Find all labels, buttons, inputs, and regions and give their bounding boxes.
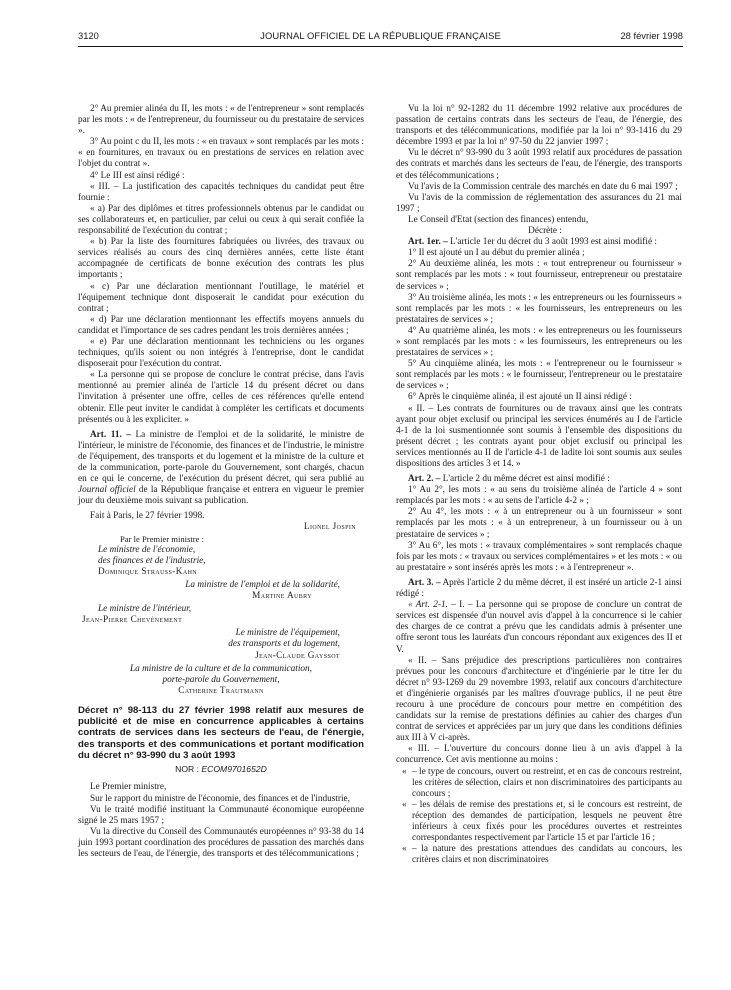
paragraph: « II. – Sans préjudice des prescriptions particulières non contraires prévues pour les concours d'architecture et d'ingénierie par le titre Ier du décret n° 93-1269 du 29 novembre 1993, relatif aux concours d'architecture et d'ingénierie organisés par les maîtres d'ouvrage publics, il ne peut être recouru à une procédure de concours pour mettre en compétition des candidats sur la remise de prestations définies au cahier des charges d'un contrat de services et appréciées par un jury que dans les conditions définies aux III à V ci-après. — [396, 655, 682, 744]
signature-title: porte-parole du Gouvernement, — [162, 674, 280, 685]
signature-name: Martine Aubry — [252, 591, 312, 602]
list-item: « – les délais de remise des prestations et, si le concours est restreint, de réception des demandes de participation, lesquels ne peuvent être inférieurs à ceux fixés pour les procédures ouvertes et restreintes correspondantes respectivement par l'article 15 et par l'article 16 ; — [402, 799, 683, 844]
article-text: L'article 2 du même décret est ainsi modifié : — [440, 474, 610, 485]
signer-pm: Lionel Jospin — [303, 522, 356, 533]
paragraph: 3° Au troisième alinéa, les mots : « les entrepreneurs ou les fournisseurs » sont remplacés par les mots : « les fournisseurs, les entrepreneurs ou les prestataires de services » ; — [396, 292, 682, 325]
nor-reference — [78, 764, 364, 775]
par-premier-ministre: Par le Premier ministre : — [120, 533, 205, 544]
article-label: Art. 11. – — [90, 429, 131, 440]
list-item-text: la nature des prestations attendues des candidats au concours, les critères clairs et non discriminatoires — [412, 844, 683, 866]
article-text-end: de la République française et entrera en vigueur le premier jour du deuxième mois suivant sa publication. — [78, 485, 365, 507]
article-text: Après l'article 2 du même décret, il est inséré un article 2-1 ainsi rédigé : — [396, 577, 683, 600]
signature-economie — [78, 545, 364, 578]
signature-title: Le ministre de l'intérieur, — [98, 604, 192, 615]
article-text: La ministre de l'emploi et de la solidarité, le ministre de l'intérieur, le ministre de l'économie, des finances et de l'industrie, le ministre de l'équipement, des transports et du logement et la ministre de la culture et de la communication, porte-parole du Gouvernement, sont chargés, chacun en ce qui le concerne, de l'exécution du présent décret, qui sera publié au — [78, 429, 365, 485]
paragraph: Sur le rapport du ministre de l'économie, des finances et de l'industrie, — [90, 793, 350, 804]
paragraph: « e) Par une déclaration mentionnant les techniciens ou les organes techniques, qu'ils soient ou non intégrés à l'entreprise, dont le candidat disposerait pour l'exécution du contrat. — [78, 336, 364, 370]
done-at: Fait à Paris, le 27 février 1998. — [90, 511, 205, 522]
paragraph: 3° Au point c du II, les mots : « en travaux » sont remplacés par les mots : « en fournitures, en travaux ou en prestations de services en relation avec l'objet du contrat ». — [78, 137, 364, 170]
article-1 — [396, 237, 682, 248]
paragraph: « III. – La justification des capacités techniques du candidat peut être fournie : — [78, 181, 364, 203]
signature-emploi — [78, 580, 364, 602]
journal-title: JOURNAL OFFICIEL DE LA RÉPUBLIQUE FRANÇAISE — [260, 30, 501, 41]
article-text: L'article 1er du décret du 3 août 1993 est ainsi modifié : — [447, 237, 657, 248]
paragraph: Vu le traité modifié instituant la Communauté économique européenne signé le 25 mars 1957 ; — [78, 804, 364, 826]
signature-title: La ministre de l'emploi et de la solidarité, — [185, 579, 340, 590]
paragraph: 3° Au 6°, les mots : « travaux complémentaires » sont remplacés chaque fois par les mots : « travaux ou services complémentaires » et les mots : « ou au prestataire » sont insérés après les mots : « à l'entrepreneur ». — [396, 540, 682, 573]
paragraph: Vu la loi n° 92-1282 du 11 décembre 1992 relative aux procédures de passation de certains contrats dans les secteurs de l'eau, de l'énergie, des transports et des télécommunications, modifiée par la loi n° 93-1416 du 29 décembre 1993 et par la loi n° 97-50 du 22 janvier 1997 ; — [396, 104, 682, 148]
article-label: Art. 1er. – — [408, 237, 448, 248]
signature-title: des finances et de l'industrie, — [98, 555, 206, 566]
article-3 — [396, 578, 682, 600]
paragraph: Vu le décret n° 93-990 du 3 août 1993 relatif aux procédures de passation des contrats et marchés dans les secteurs de l'eau, de l'énergie, des transports et des télécommunications ; — [396, 148, 682, 181]
journal-name: Journal officiel — [78, 485, 136, 496]
paragraph: « a) Par des diplômes et titres professionnels obtenus par le candidat ou ses collaborateurs et, en particulier, par celui ou ceux à qui serait confiée la responsabilité de l'exécution du contrat ; — [78, 203, 364, 237]
list-item: « – le type de concours, ouvert ou restreint, et en cas de concours restreint, les critères de sélection, clairs et non discriminatoires des participants au concours ; — [402, 766, 682, 799]
paragraph: 4° Le III est ainsi rédigé : — [90, 170, 185, 181]
paragraph: Vu l'avis de la Commission centrale des marchés en date du 6 mai 1997 ; — [408, 181, 678, 192]
signature-title: Le ministre de l'économie, — [98, 544, 196, 555]
signature-name: Jean-Claude Gayssot — [255, 650, 340, 661]
paragraph: Vu l'avis de la commission de réglementation des assurances du 21 mai 1997 ; — [396, 192, 682, 214]
article-2-1 — [396, 600, 682, 655]
header-rule — [78, 46, 683, 47]
paragraph: « b) Par la liste des fournitures fabriquées ou livrées, des travaux ou services réalisés au cours des cinq dernières années, cette liste étant accompagnée de certificats de bonne exécution des contrats les plus importants ; — [78, 237, 364, 281]
paragraph: 1° Au 2°, les mots : « au sens du troisième alinéa de l'article 4 » sont remplacés par les mots : « au sens de l'article 4-2 » ; — [396, 485, 682, 507]
signature-name: Catherine Trautmann — [178, 685, 264, 696]
paragraph: 4° Au quatrième alinéa, les mots : « les entrepreneurs ou les fournisseurs » sont remplacés par les mots : « les fournisseurs, les entrepreneurs ou les prestataires de services » ; — [396, 325, 682, 359]
article-2 — [396, 474, 682, 485]
article-label: Art. 2. – — [408, 474, 441, 485]
signature-name: Jean-Pierre Chevènement — [82, 615, 183, 626]
paragraph: 2° Au 4°, les mots : « à un entrepreneur ou à un fournisseur » sont remplacés par les mots : « à un entrepreneur, à un fournisseur ou à un prestataire de services » ; — [396, 507, 682, 540]
paragraph: Vu la directive du Conseil des Communautés européennes n° 93-38 du 14 juin 1993 portant coordination des procédures de passation des marchés dans les secteurs de l'eau, de l'énergie, des transports et des télécommunications ; — [78, 826, 364, 860]
decrete: Décrète : — [528, 226, 562, 237]
paragraph: Le Premier ministre, — [90, 782, 167, 793]
signature-name: Dominique Strauss-Kahn — [98, 566, 198, 577]
paragraph: 5° Au cinquième alinéa, les mots : « l'entrepreneur ou le fournisseur » sont remplacés par les mots : « le fournisseur, l'entrepreneur ou le prestataire de services » ; — [396, 359, 682, 392]
left-column — [78, 104, 364, 860]
nor-code: ECOM9701652D — [201, 764, 267, 775]
list-item-text: le type de concours, ouvert ou restreint, et en cas de concours restreint, les critères de sélection, clairs et non discriminatoires des participants au concours ; — [412, 766, 682, 799]
paragraph: 2° Au premier alinéa du II, les mots : « de l'entrepreneur » sont remplacés par les mots : « de l'entrepreneur, du fournisseur ou du prestataire de services ». — [78, 104, 364, 137]
paragraph: 6° Après le cinquième alinéa, il est ajouté un II ainsi rédigé : — [408, 392, 632, 403]
paragraph: « II. – Les contrats de fournitures ou de travaux ainsi que les contrats ayant pour objet exclusif ou principal les services énumérés au I de l'article 4-1 de la loi susmentionnée sont soumis à l'ensemble des dispositions du présent décret ; les contrats ayant pour objet exclusif ou principal les services mentionnés au II de l'article 4-1 de ladite loi sont soumis aux seules dispositions des articles 3 et 14. » — [396, 403, 682, 469]
paragraph: « La personne qui se propose de conclure le contrat précise, dans l'avis mentionné au premier alinéa de l'article 14 du présent décret ou dans l'invitation à présenter une offre, celles de ces références qu'elle entend obtenir. Elle peut inviter le candidat à compléter les certificats et documents présentés ou à les expliciter. » — [78, 370, 364, 425]
paragraph: 1° Il est ajouté un I au début du premier alinéa ; — [408, 248, 585, 259]
article-label: « Art. 2-1. — [408, 600, 448, 611]
paragraph: Le Conseil d'Etat (section des finances) entendu, — [408, 214, 589, 225]
article-label: Art. 3. – — [408, 577, 441, 588]
criteria-list — [396, 767, 682, 867]
nor-label: NOR : — [175, 764, 202, 775]
page-number: 3120 — [78, 30, 99, 41]
issue-date: 28 février 1998 — [620, 30, 683, 41]
signature-title: des transports et du logement, — [228, 639, 340, 650]
paragraph: « d) Par une déclaration mentionnant les effectifs moyens annuels du candidat et l'importance de ses cadres pendant les trois dernières années ; — [78, 314, 364, 336]
list-item-text: les délais de remise des prestations et, si le concours est restreint, de réception des demandes de participation, lesquels ne peuvent être inférieurs à ceux fixés pour les procédures ouvertes et restreintes correspondantes respectivement par l'article 15 et par l'article 16 ; — [412, 799, 683, 844]
signature-interieur — [78, 604, 364, 626]
right-column — [396, 104, 682, 866]
paragraph: 2° Au deuxième alinéa, les mots : « tout entrepreneur ou fournisseur » sont remplacés par les mots : « tout fournisseur, entrepreneur ou prestataire de services » ; — [396, 259, 682, 292]
signature-culture — [78, 664, 364, 697]
page-header — [78, 30, 683, 44]
signature-title: Le ministre de l'équipement, — [235, 628, 340, 639]
signature-title: La ministre de la culture et de la communication, — [130, 663, 312, 674]
signature-equipement — [78, 628, 364, 661]
decree-title: Décret n° 98-113 du 27 février 1998 relatif aux mesures de publicité et de mise en concurrence applicables à certains contrats de services dans les secteurs de l'eau, de l'énergie, des transports et des communications et portant modification du décret n° 93-990 du 3 août 1993 — [78, 704, 364, 762]
list-item: « – la nature des prestations attendues des candidats au concours, les critères clairs et non discriminatoires — [402, 844, 683, 866]
article-text: – I. – La personne qui se propose de conclure un contrat de services est dispensée d'un nouvel avis d'appel à la concurrence si le cahier des charges de ce contrat a prévu que les candidats admis à présenter une offre seront tous les lauréats d'un concours répondant aux exigences des II et V. — [396, 600, 682, 655]
paragraph: « c) Par une déclaration mentionnant l'outillage, le matériel et l'équipement technique dont disposerait le candidat pour exécution du contrat ; — [78, 281, 364, 314]
article-11 — [78, 430, 364, 508]
paragraph: « III. – L'ouverture du concours donne lieu à un avis d'appel à la concurrence. Cet avis mentionne au moins : — [396, 744, 682, 766]
